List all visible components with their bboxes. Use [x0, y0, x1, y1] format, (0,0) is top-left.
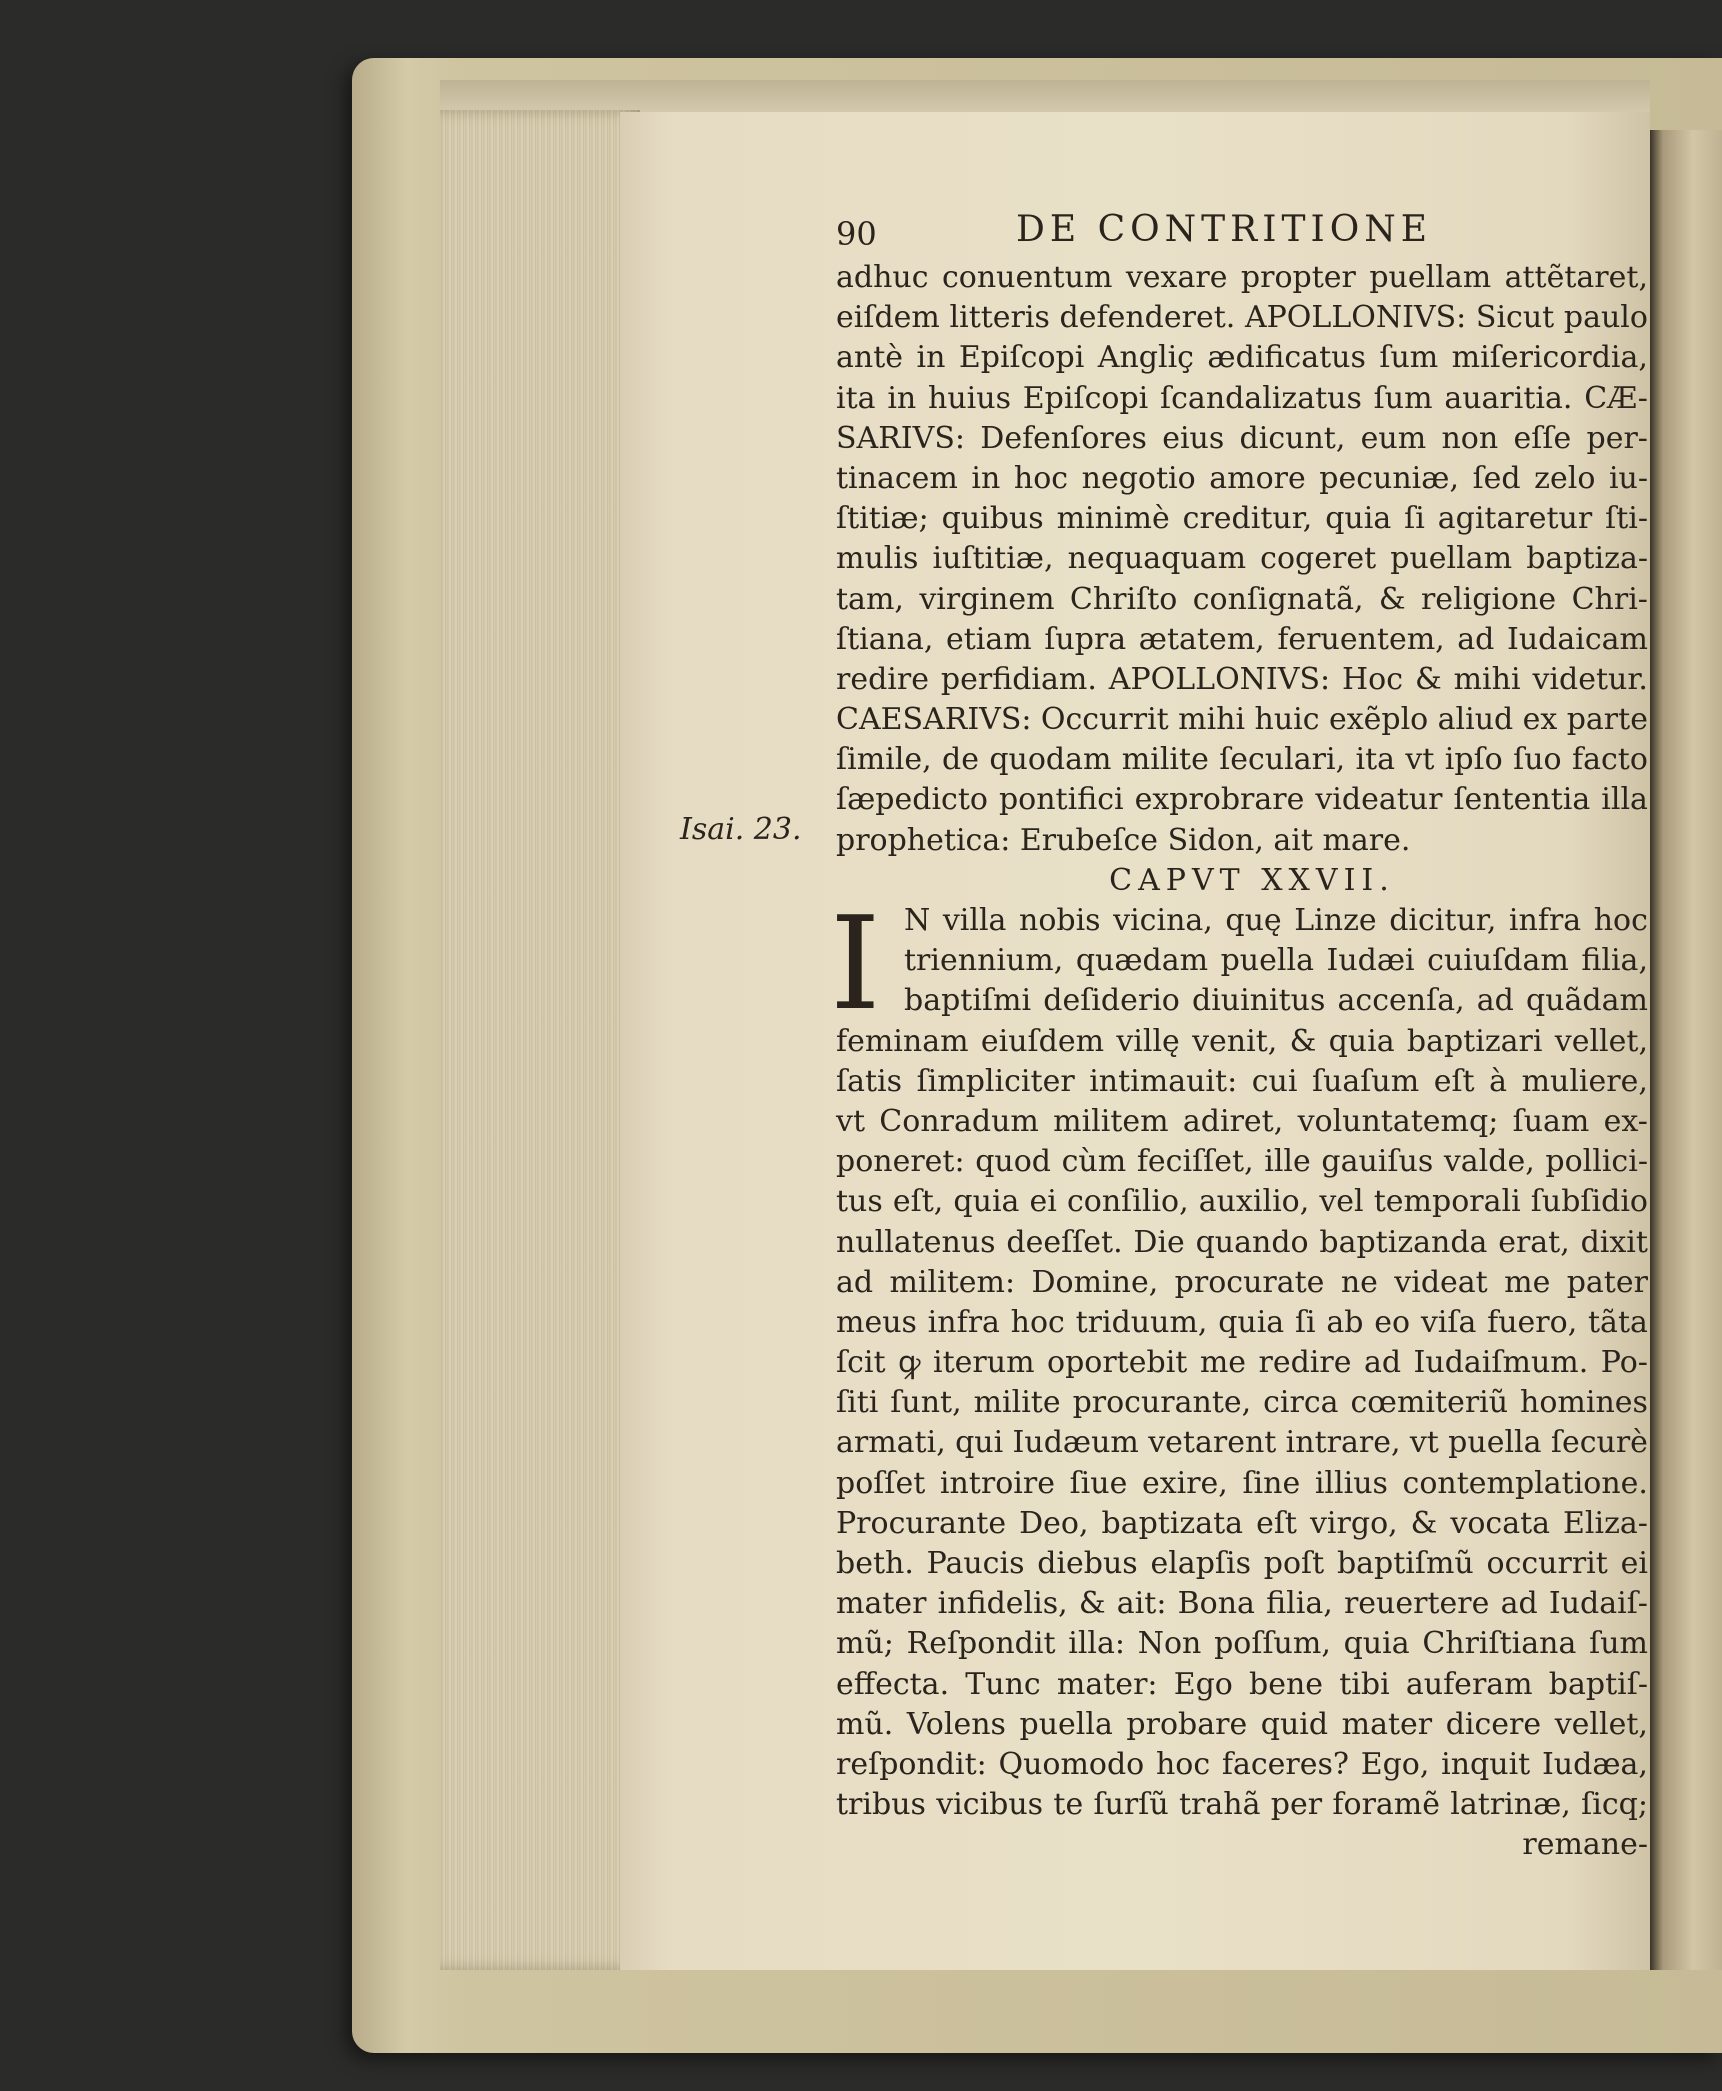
text-line: ſiti ſunt, milite procurante, circa cœmiteriũ homines — [836, 1385, 1648, 1421]
text-line: vt Conradum militem adiret, voluntatemq; ſuam ex- — [836, 1103, 1648, 1139]
text-line: armati, qui Iudæum vetarent intrare, vt puella ſecurè — [836, 1425, 1648, 1461]
text-block — [830, 209, 1648, 1866]
text-line: ſimile, de quodam milite ſeculari, ita vt ipſo ſuo facto — [836, 742, 1648, 778]
text-line: meus infra hoc triduum, quia ſi ab eo viſa fuero, tãta — [836, 1304, 1648, 1340]
text-line: CAESARIVS: Occurrit mihi huic exẽplo aliud ex parte — [836, 702, 1648, 738]
text-line: feminam eiuſdem villę venit, & quia baptizari vellet, — [836, 1023, 1648, 1059]
text-line: baptiſmi deſiderio diuinitus accenſa, ad quãdam — [904, 983, 1648, 1019]
text-line: ſtiana, etiam ſupra ætatem, feruentem, ad Iudaicam — [836, 621, 1648, 657]
text-line: triennium, quædam puella Iudæi cuiuſdam filia, — [904, 943, 1648, 979]
text-line: mũ; Reſpondit illa: Non poſſum, quia Chriſtiana ſum — [836, 1626, 1648, 1662]
text-line: ſæpedicto pontifici exprobrare videatur ſententia illa — [836, 782, 1648, 818]
text-line: tus eſt, quia ei conſilio, auxilio, vel temporali ſubſidio — [836, 1184, 1648, 1220]
text-line: nullatenus deeſſet. Die quando baptizanda erat, dixit — [836, 1224, 1648, 1260]
text-line: ſtitiæ; quibus minimè creditur, quia ſi agitaretur ſti- — [836, 501, 1648, 537]
chapter-heading: CAPVT XXVII. — [1109, 862, 1395, 898]
text-line: tam, virginem Chriſto conſignatã, & religione Chri- — [836, 581, 1648, 617]
paragraph-part2 — [836, 1022, 1648, 1826]
page-edges — [440, 110, 640, 1970]
text-line: mater infidelis, & ait: Bona filia, reuertere ad Iudaiſ- — [836, 1586, 1648, 1622]
facing-page-edge — [1650, 130, 1722, 1970]
text-line: redire perfidiam. APOLLONIVS: Hoc & mihi videtur. — [836, 661, 1648, 697]
text-line: ad militem: Domine, procurate ne videat me pater — [836, 1264, 1648, 1300]
page-number: 90 — [836, 215, 877, 253]
text-line: poſſet introire ſiue exire, ſine illius contemplatione. — [836, 1465, 1648, 1501]
running-head — [836, 210, 1648, 254]
text-line: mũ. Volens puella probare quid mater dicere vellet, — [836, 1706, 1648, 1742]
initial-lines — [836, 901, 1648, 1022]
text-line: antè in Epiſcopi Angliç ædificatus ſum miſericordia, — [836, 340, 1648, 376]
paragraph-part1 — [836, 258, 1648, 861]
catchword: remane- — [1522, 1827, 1648, 1863]
text-line: beth. Paucis diebus elapſis poſt baptiſmũ occurrit ei — [836, 1546, 1648, 1581]
text-line: reſpondit: Quomodo hoc faceres? Ego, inquit Iudæa, — [836, 1746, 1648, 1782]
text-line: tribus vicibus te ſurſũ trahã per foramẽ latrinæ, ſicq; — [836, 1787, 1648, 1823]
text-line: ſatis ſimpliciter intimauit: cui ſuaſum eſt à muliere, — [836, 1063, 1648, 1099]
text-line: Procurante Deo, baptizata eſt virgo, & vocata Eliza- — [836, 1505, 1648, 1541]
text-line: tinacem in hoc negotio amore pecuniæ, ſed zelo iu- — [836, 460, 1648, 496]
text-line: ita in huius Epiſcopi ſcandalizatus ſum auaritia. CÆ- — [836, 380, 1648, 416]
text-line: N villa nobis vicina, quę Linze dicitur, infra hoc — [904, 903, 1648, 938]
margin-note: Isai. 23. — [680, 812, 802, 847]
initial-paragraph — [830, 890, 1648, 1039]
text-line: prophetica: Erubeſce Sidon, ait mare. — [836, 822, 1411, 858]
drop-initial: I — [830, 890, 881, 1039]
text-line: adhuc conuentum vexare propter puellam attẽtaret, — [836, 260, 1648, 295]
text-line: SARIVS: Defenſores eius dicunt, eum non eſſe per- — [836, 420, 1648, 456]
text-line: ſcit ꝙ iterum oportebit me redire ad Iudaiſmum. Po- — [836, 1345, 1648, 1381]
text-line: mulis iuſtitiæ, nequaquam cogeret puellam baptiza- — [836, 541, 1648, 577]
text-line: eiſdem litteris defenderet. APOLLONIVS: Sicut paulo — [836, 300, 1648, 336]
text-line: effecta. Tunc mater: Ego bene tibi auferam baptiſ- — [836, 1666, 1648, 1702]
text-line: poneret: quod cùm feciſſet, ille gauiſus valde, pollici- — [836, 1144, 1648, 1180]
running-title: DE CONTRITIONE — [1016, 209, 1433, 250]
